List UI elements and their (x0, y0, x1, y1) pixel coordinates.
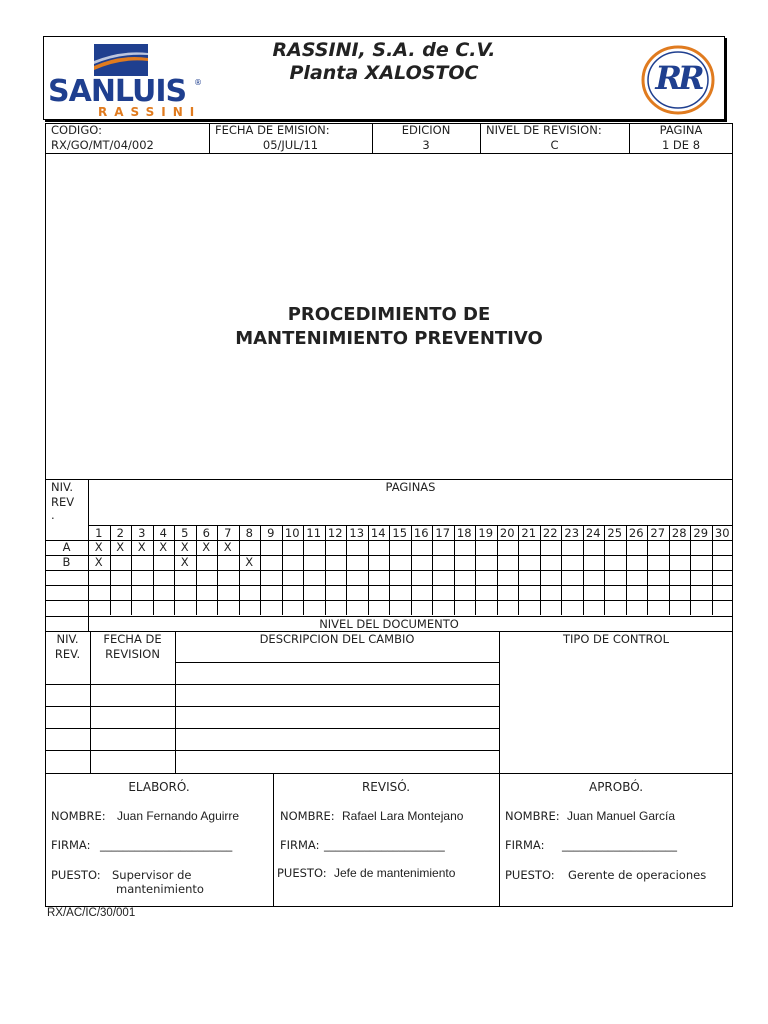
aprobo-puesto-label: PUESTO: (505, 868, 555, 882)
page-number-10: 10 (284, 526, 300, 540)
rr-letters: RR (655, 59, 701, 97)
page-mark: X (159, 540, 168, 554)
page-number-21: 21 (521, 526, 537, 540)
page-number-12: 12 (327, 526, 343, 540)
page-mark: X (137, 540, 146, 554)
changes-fecha-line1: FECHA DE (103, 632, 162, 646)
page-mark: X (245, 555, 254, 569)
pages-dot: . (51, 508, 55, 522)
page-number-17: 17 (435, 526, 451, 540)
page-number-23: 23 (564, 526, 580, 540)
reviso-heading: REVISÓ. (361, 780, 411, 794)
document-title-line2: MANTENIMIENTO PREVENTIVO (235, 328, 543, 349)
page-number-11: 11 (306, 526, 322, 540)
page-number-5: 5 (181, 526, 189, 540)
page-number-9: 9 (267, 526, 275, 540)
page-number-14: 14 (370, 526, 386, 540)
page-number-24: 24 (585, 526, 601, 540)
page-number-8: 8 (245, 526, 253, 540)
revision-row-label: B (62, 555, 71, 569)
sanluis-wordmark: SANLUIS (48, 74, 187, 109)
elaboro-puesto-line1: Supervisor de (112, 868, 192, 882)
page-number-6: 6 (202, 526, 210, 540)
pagina-label: PAGINA (659, 123, 703, 137)
elaboro-puesto-label: PUESTO: (51, 868, 101, 882)
page-number-2: 2 (116, 526, 124, 540)
plant-name: Planta XALOSTOC (289, 62, 479, 84)
page-number-20: 20 (499, 526, 515, 540)
page-number-16: 16 (413, 526, 429, 540)
elaboro-nombre-label: NOMBRE: (51, 809, 106, 823)
codigo-label: CODIGO: (51, 123, 102, 137)
aprobo-nombre: Juan Manuel García (567, 809, 676, 823)
elaboro-heading: ELABORÓ. (128, 780, 190, 794)
company-name: RASSINI, S.A. de C.V. (272, 39, 496, 61)
page-number-25: 25 (607, 526, 623, 540)
changes-niv-line1: NIV. (56, 632, 79, 646)
elaboro-firma-line: _______________________ (100, 838, 233, 852)
page-number-1: 1 (95, 526, 103, 540)
reviso-firma-label: FIRMA: (280, 838, 320, 852)
sanluis-swoosh-icon (94, 44, 148, 76)
pages-rev-label: REV (51, 495, 75, 509)
page-mark: X (94, 555, 103, 569)
changes-descripcion-header: DESCRIPCION DEL CAMBIO (259, 632, 415, 646)
page-number-27: 27 (650, 526, 666, 540)
page-mark: X (116, 540, 125, 554)
page-number-22: 22 (542, 526, 558, 540)
nivel-documento-label: NIVEL DEL DOCUMENTO (319, 617, 459, 631)
revision-row-label: A (62, 540, 71, 554)
changes-tipo-header: TIPO DE CONTROL (563, 632, 669, 646)
page-mark: X (94, 540, 103, 554)
elaboro-puesto-line2: mantenimiento (116, 882, 204, 896)
reviso-firma-line: _____________________ (324, 838, 445, 852)
edicion-label: EDICION (401, 123, 451, 137)
page-mark: X (202, 540, 211, 554)
rr-logo (641, 45, 715, 115)
aprobo-heading: APROBÓ. (588, 780, 644, 794)
page-mark: X (180, 555, 189, 569)
fecha-emision-value: 05/JUL/11 (262, 138, 319, 152)
page-number-28: 28 (671, 526, 687, 540)
elaboro-nombre: Juan Fernando Aguirre (117, 809, 240, 823)
page-mark: X (223, 540, 232, 554)
aprobo-firma-label: FIRMA: (505, 838, 545, 852)
nivel-revision-value: C (550, 138, 559, 152)
pages-niv-label: NIV. (51, 480, 74, 494)
paginas-label: PAGINAS (385, 480, 436, 494)
page-number-3: 3 (138, 526, 146, 540)
reviso-puesto-label: PUESTO: (277, 866, 327, 880)
reviso-nombre-label: NOMBRE: (280, 809, 335, 823)
page-number-18: 18 (456, 526, 472, 540)
footer-form-code: RX/AC/IC/30/001 (47, 907, 136, 919)
page-number-26: 26 (628, 526, 644, 540)
aprobo-firma-line: ____________________ (562, 838, 677, 852)
fecha-emision-label: FECHA DE EMISION: (215, 123, 330, 137)
page-mark: X (180, 540, 189, 554)
elaboro-firma-label: FIRMA: (51, 838, 91, 852)
page-number-19: 19 (478, 526, 494, 540)
changes-niv-line2: REV. (54, 647, 81, 661)
aprobo-puesto-line1: Gerente de operaciones (568, 868, 707, 882)
pagina-value: 1 DE 8 (661, 138, 701, 152)
page-number-13: 13 (349, 526, 365, 540)
rassini-wordmark: RASSINI (98, 105, 202, 119)
aprobo-nombre-label: NOMBRE: (505, 809, 560, 823)
page-number-29: 29 (693, 526, 709, 540)
sanluis-logo (48, 44, 208, 118)
nivel-revision-label: NIVEL DE REVISION: (486, 123, 602, 137)
page-number-15: 15 (392, 526, 408, 540)
page-number-7: 7 (224, 526, 232, 540)
changes-fecha-line2: REVISION (105, 647, 160, 661)
page-number-30: 30 (714, 526, 730, 540)
edicion-value: 3 (422, 138, 430, 152)
codigo-value: RX/GO/MT/04/002 (51, 138, 154, 152)
page-number-4: 4 (159, 526, 167, 540)
document-title-line1: PROCEDIMIENTO DE (287, 304, 491, 325)
reviso-puesto-line1: Jefe de mantenimiento (334, 866, 456, 880)
reviso-nombre: Rafael Lara Montejano (342, 809, 464, 823)
registered-icon: ® (194, 78, 202, 87)
